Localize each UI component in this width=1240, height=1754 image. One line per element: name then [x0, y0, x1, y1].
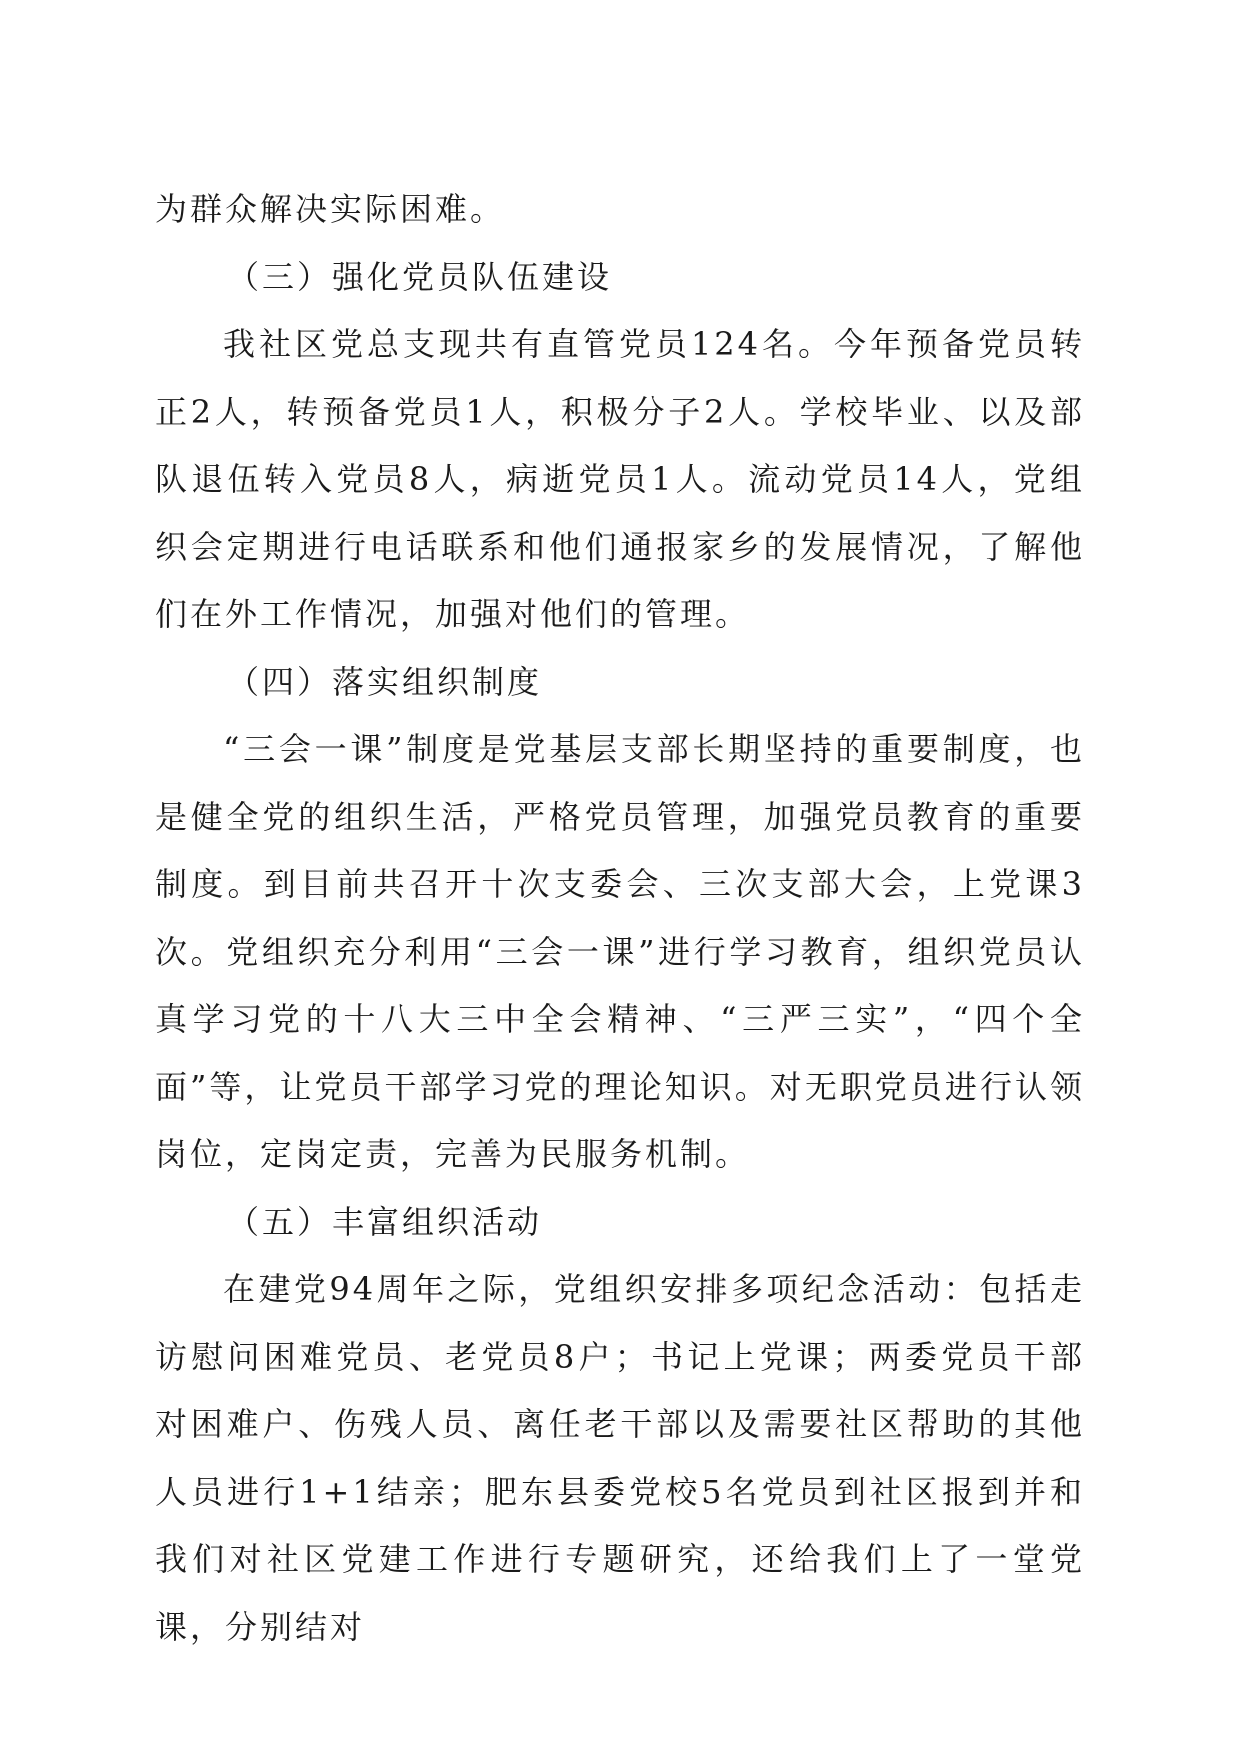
paragraph-organization-system: “三会一课”制度是党基层支部长期坚持的重要制度，也是健全党的组织生活，严格党员管理，加强党员教育的重要制度。到目前共召开十次支委会、三次支部大会，上党课3次。党组织充分利用“三会一课”进行学习教育，组织党员认真学习党的十八大三中全会精神、“三严三实”，“四个全面”等，让党员干部学习党的理论知识。对无职党员进行认领岗位，定岗定责，完善为民服务机制。	[155, 730, 1085, 1173]
section-heading-3: （三）强化党员队伍建设	[227, 257, 613, 296]
paragraph-party-members: 我社区党总支现共有直管党员124名。今年预备党员转正2人，转预备党员1人，积极分子2人。学校毕业、以及部队退伍转入党员8人，病逝党员1人。流动党员14人，党组织会定期进行电话联系和他们通报家乡的发展情况，了解他们在外工作情况，加强对他们的管理。	[155, 325, 1085, 633]
section-heading-4: （四）落实组织制度	[227, 662, 543, 701]
paragraph-activities: 在建党94周年之际，党组织安排多项纪念活动：包括走访慰问困难党员、老党员8户；书记上党课；两委党员干部对困难户、伤残人员、离任老干部以及需要社区帮助的其他人员进行1+1结亲；肥东县委党校5名党员到社区报到并和我们对社区党建工作进行专题研究，还给我们上了一堂党课，分别结对	[155, 1270, 1085, 1646]
document-body	[155, 176, 1085, 1661]
section-heading-5: （五）丰富组织活动	[227, 1202, 543, 1241]
paragraph-continued: 为群众解决实际困难。	[155, 190, 506, 228]
